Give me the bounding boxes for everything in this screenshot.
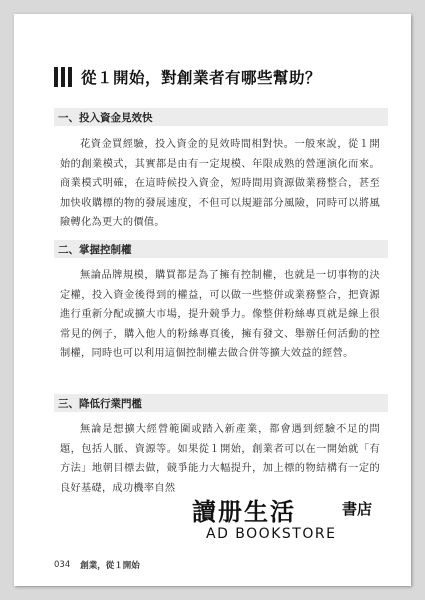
page-number: 034 (54, 560, 71, 570)
bookstore-watermark (192, 492, 417, 552)
chapter-title-text: 從１開始，對創業者有哪些幫助？ (81, 69, 322, 87)
section-heading-1: 一、投入資金見效快 (54, 108, 388, 126)
page-footer (54, 559, 140, 571)
section-paragraph-1: 花資金買經驗，投入資金的見效時間相對快。一般來說，從１開始的創業模式，其實都是由有一定規模、年限成熟的營運演化而來。商業模式明確，在這時候投入資金，短時間用資源做業務整合，甚至加快收購標的物的發展速度，不但可以規避部分風險，同時可以將風險轉化為更大的價值。 (60, 139, 380, 228)
book-title: 創業，從１開始 (80, 561, 140, 571)
watermark-store-text: 書店 (342, 500, 373, 518)
watermark-logo-text: 讀册生活 (192, 498, 296, 526)
title-bars-decoration (54, 67, 72, 87)
section-paragraph-2: 無論品牌規模，購買都是為了擁有控制權，也就是一切事物的決定權，投入資金後得到的權益，可以做一些整併或業務整合，把資源進行重新分配或擴大市場，提升競爭力。像整併粉絲專頁就是線上很常見的例子，購入他人的粉絲專頁後，擁有發文、舉辦任何活動的控制權，同時也可以利用這個控制權去做合併等擴大效益的經營。 (60, 270, 380, 359)
book-page (14, 14, 411, 586)
section-paragraph-3: 無論是想擴大經營範圍或踏入新產業，都會遇到經驗不足的問題，包括人脈、資源等。如果從１開始，創業者可以在一開始就「有方法」地朝目標去做，競爭能力大幅提升，加上標的物結構有一定的良好基礎，成功機率自然 (60, 424, 380, 494)
section-heading-3: 三、降低行業門檻 (54, 394, 388, 412)
watermark-english-text: AD BOOKSTORE (206, 526, 337, 542)
chapter-title (54, 66, 394, 88)
section-heading-2: 二、掌握控制權 (54, 240, 388, 258)
